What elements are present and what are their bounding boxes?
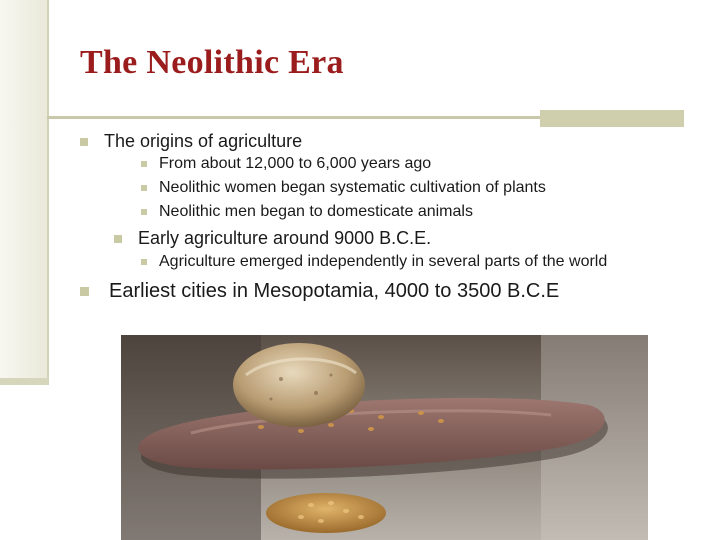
bullet-item: [141, 155, 431, 173]
left-accent-bar: [0, 0, 49, 385]
bullet-marker-icon: [141, 209, 147, 215]
bullet-item: [80, 131, 302, 152]
bullet-item: [114, 228, 431, 249]
grinding-stone-photo: [121, 335, 648, 540]
bullet-marker-icon: [80, 287, 89, 296]
bullet-text: Earliest cities in Mesopotamia, 4000 to 3500 B.C.E: [109, 280, 560, 302]
bullet-text: Early agriculture around 9000 B.C.E.: [138, 228, 432, 248]
bullet-text: The origins of agriculture: [104, 131, 303, 151]
bullet-marker-icon: [114, 235, 122, 243]
grinding-stone-illustration: [121, 335, 648, 540]
bullet-item: [141, 179, 546, 197]
bullet-marker-icon: [80, 138, 88, 146]
bullet-marker-icon: [141, 185, 147, 191]
slide-title: The Neolithic Era: [80, 44, 344, 81]
left-accent-shade: [0, 0, 47, 385]
title-divider: [47, 116, 540, 119]
left-accent-foot: [0, 378, 49, 385]
bullet-item: [141, 253, 607, 271]
bullet-item: [141, 203, 473, 221]
bullet-item: [80, 280, 559, 303]
bullet-text: Agriculture emerged independently in several parts of the world: [159, 253, 608, 270]
title-divider-block: [540, 110, 684, 127]
bullet-text: Neolithic women began systematic cultivation of plants: [159, 179, 546, 196]
bullet-marker-icon: [141, 161, 147, 167]
bullet-marker-icon: [141, 259, 147, 265]
bullet-text: Neolithic men began to domesticate animals: [159, 203, 473, 220]
bullet-text: From about 12,000 to 6,000 years ago: [159, 155, 432, 172]
